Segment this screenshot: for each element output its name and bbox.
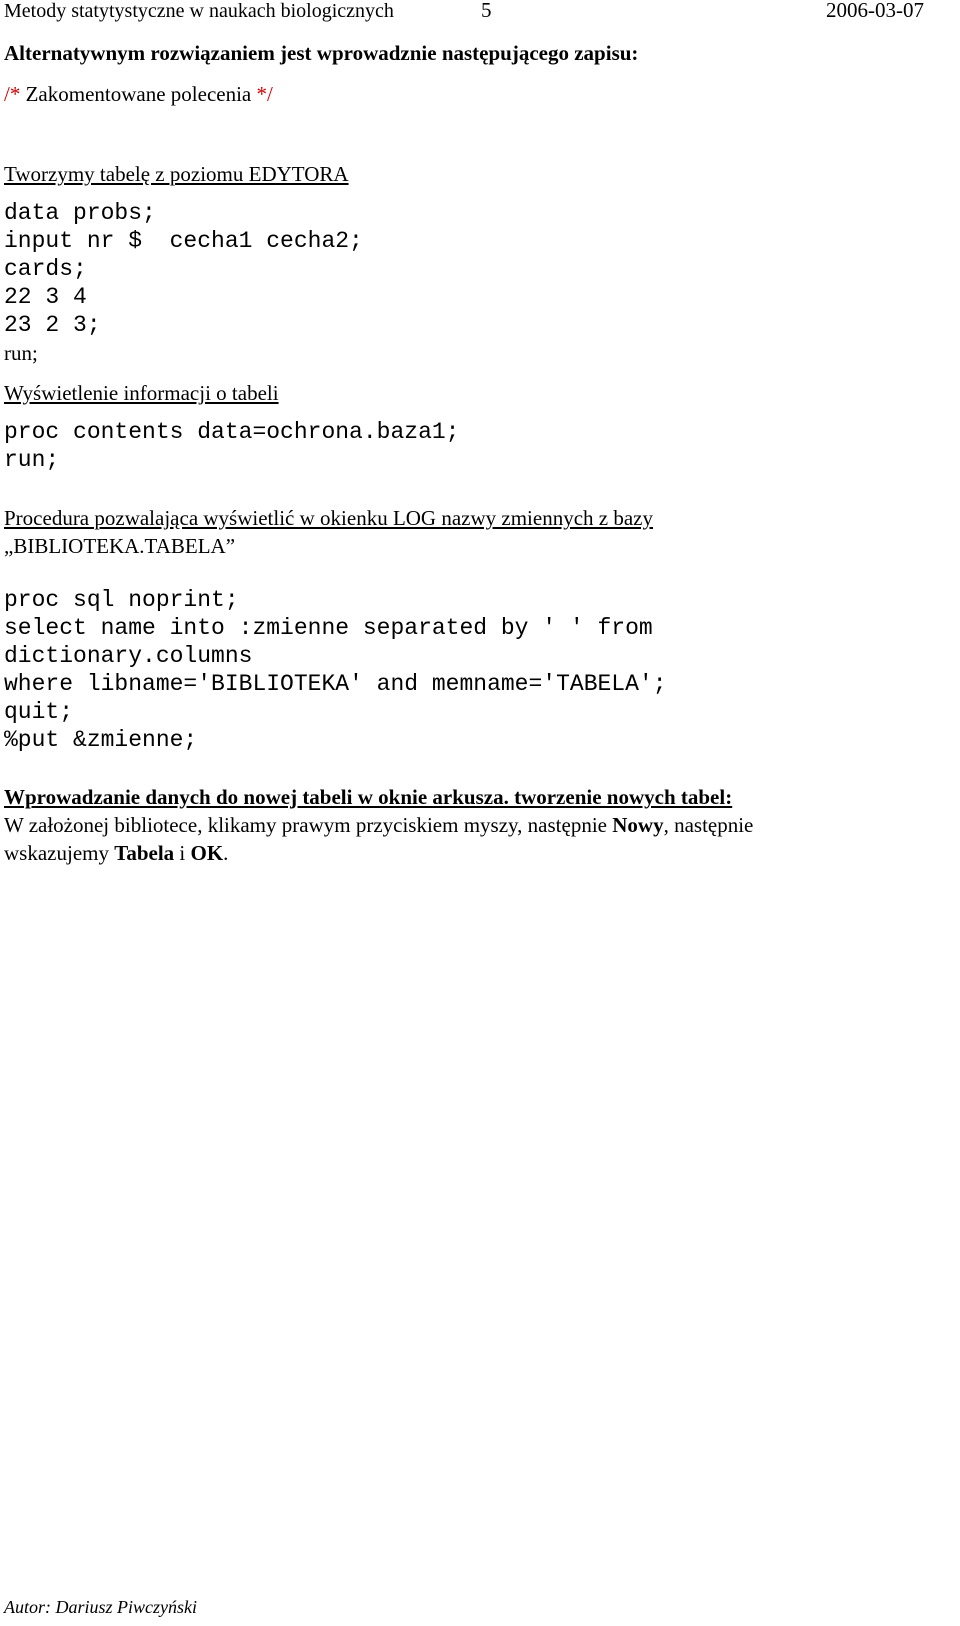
section-title-procedure: Procedura pozwalająca wyświetlić w okienku LOG nazwy zmiennych z bazy <box>4 506 654 530</box>
alt-heading: Alternatywnym rozwiązaniem jest wprowadznie następującego zapisu: <box>4 41 639 65</box>
page-header <box>4 0 924 22</box>
code-line: proc sql noprint; <box>4 587 239 613</box>
code-line: %put &zmienne; <box>4 727 198 753</box>
footer-author: Autor: Dariusz Piwczyński <box>4 1597 197 1617</box>
code-line: 22 3 4 <box>4 284 87 310</box>
code-line: cards; <box>4 256 87 282</box>
section-title-procedure-line2: „BIBLIOTEKA.TABELA” <box>4 534 236 558</box>
code-line: quit; <box>4 699 74 725</box>
code-line: dictionary.columns <box>4 643 253 669</box>
section-title-info: Wyświetlenie informacji o tabeli <box>4 381 279 405</box>
section-title-sheet: Wprowadzanie danych do nowej tabeli w oknie arkusza. tworzenie nowych tabel: <box>4 785 733 809</box>
code-line: proc contents data=ochrona.baza1; <box>4 419 460 445</box>
header-date: 2006-03-07 <box>826 0 924 22</box>
instruction-line-2 <box>4 841 228 865</box>
bold-nowy: Nowy <box>612 813 664 837</box>
bold-ok: OK <box>190 841 224 865</box>
section-title-editor: Tworzymy tabelę z poziomu EDYTORA <box>4 162 349 186</box>
code-line: select name into :zmienne separated by ' ' from <box>4 615 653 641</box>
code-line: 23 2 3; <box>4 312 101 338</box>
code-line: run; <box>4 447 60 473</box>
text-span: i <box>174 841 191 865</box>
comment-line <box>4 82 273 106</box>
text-span: W założonej bibliotece, klikamy prawym przyciskiem myszy, następnie <box>4 813 613 837</box>
header-title: Metody statytystyczne w naukach biologicznych <box>4 0 394 22</box>
comment-open: /* <box>4 82 21 106</box>
code-line: input nr $ cecha1 cecha2; <box>4 228 363 254</box>
comment-close: */ <box>256 82 273 106</box>
page-number: 5 <box>481 0 492 22</box>
comment-text: Zakomentowane polecenia <box>20 82 257 106</box>
bold-tabela: Tabela <box>114 841 175 865</box>
code-run-line: run; <box>4 341 38 365</box>
text-span: wskazujemy <box>4 841 115 865</box>
code-block-sql <box>4 586 667 754</box>
instruction-line-1 <box>4 813 753 837</box>
code-line: where libname='BIBLIOTEKA' and memname='TABELA'; <box>4 671 667 697</box>
code-line: data probs; <box>4 200 156 226</box>
code-block-editor <box>4 199 363 339</box>
code-block-info <box>4 418 459 474</box>
text-span: . <box>223 841 229 865</box>
text-span: , następnie <box>663 813 754 837</box>
